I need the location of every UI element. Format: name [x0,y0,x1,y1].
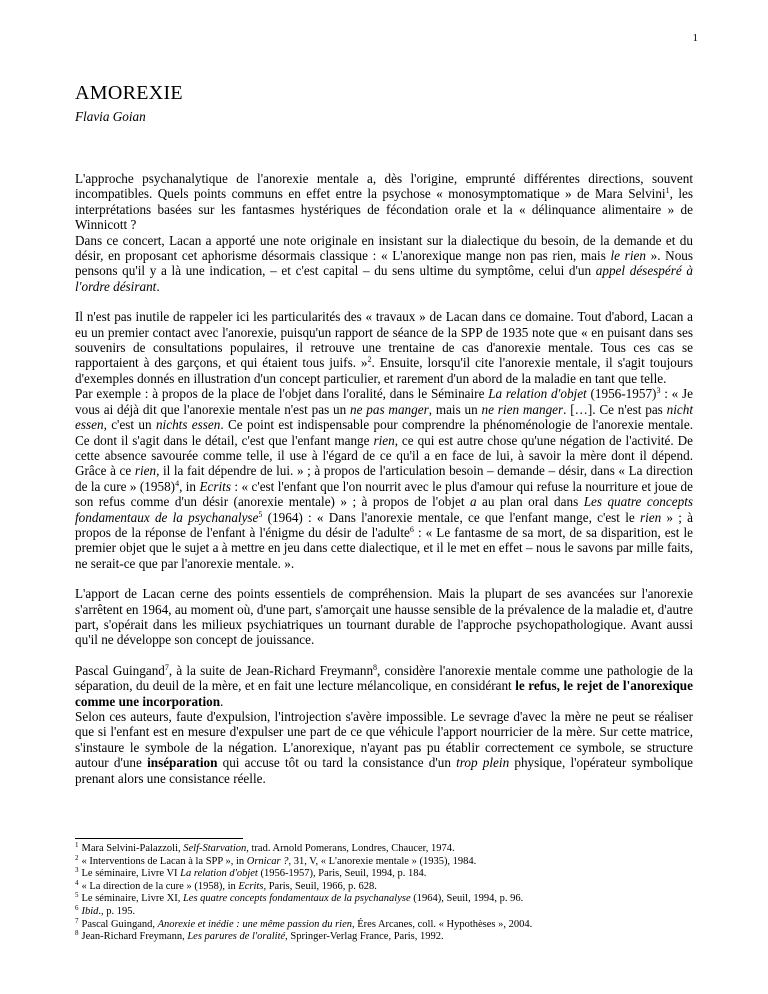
text-run: nichts essen [155,417,221,433]
footnote-7 [75,916,715,932]
document-title: AMOREXIE [75,82,183,104]
text-run: trad. Arnold Pomerans, Londres, Chaucer, 1974. [248,843,455,854]
text-run: nicht essen [75,401,693,433]
text-run: qui accuse tôt ou tard la consistance d'un [217,755,457,771]
footnotes [75,843,715,944]
footnote-ref: 5 [258,509,263,519]
text-run: : « c'est l'enfant que l'on nourrit avec le plus d'amour qui refuse la nourriture et joue de son refus comme d'un désir (anorexie mentale) » ; à propos de l'objet [75,478,693,510]
text-run: inséparation [147,755,218,771]
text-run: Ecrits [199,478,231,494]
paragraph-lacan-works [75,309,693,386]
text-run: , mais un [428,401,482,417]
text-run: . […]. Ce n'est pas [563,401,667,417]
text-run: Selon ces auteurs, faute d'expulsion, l'introjection s'avère impossible. Le sevrage d'avec la mère ne peut se réaliser que si l'enfant est en mesure d'expulser une part de ce que véhicule l'apport nourricier de la mère. Sur cette matrice, s'instaure le symbole de la négation. L'anorexique, n'ayant pas pu établir correctement ce symbole, se structure autour d'une [75,709,693,771]
footnote-ref: 3 [75,866,79,875]
text-run: , Springer-Verlag France, Paris, 1992. [285,931,444,943]
text-run: (1964), Seuil, 1994, p. 96. [410,893,524,905]
text-run: . Ce point est indispensable pour comprendre la phénoménologie de l'anorexie mentale. Ce dont il s'agit dans le détail, c'est que l'enfant mange [75,417,693,448]
text-run: le refus, le rejet de l'anorexique comme une incorporation [75,678,693,709]
text-run: ne rien manger [481,401,564,417]
text-run: , in [179,478,200,494]
text-run: , considère l'anorexie mentale comme une pathologie de la séparation, du deuil de la mère, et en fait une lecture mélancolique, en considérant [75,662,693,694]
text-run: ». Nous pensons qu'il y a là une indication, – et c'est capital – du sens ultime du symptôme, celui d'un [75,248,694,279]
text-run: Mara Selvini-Palazzoli, [81,843,184,854]
footnote-separator [75,838,243,839]
text-run: L'approche psychanalytique de l'anorexie mentale a, dès l'origine, emprunté différentes directions, souvent incompatibles. Quels points communs en effet entre la psychose « monosymptomatique » de Mara Selvini [75,171,693,202]
text-run: , il la fait dépendre de lui. » ; à propos de l'articulation besoin – demande – désir, dans « La direction de la cure » (1958) [75,463,693,494]
text-run: appel désespéré à l'ordre désirant [75,263,694,294]
footnote-ref: 8 [75,929,79,938]
text-run: : « Je vous ai déjà dit que l'anorexie mentale n'est pas un [75,386,693,417]
footnote-ref: 5 [75,891,79,900]
text-run: au plan oral dans [476,494,584,510]
footnote-ref: 6 [409,524,414,534]
footnote-ref: 3 [656,386,661,396]
text-run: . [156,278,160,294]
text-run: Le séminaire, Livre VI [81,868,181,880]
text-run: « La direction de la cure » (1958), in [81,880,239,892]
paragraph-lacan-aphorism [75,233,693,295]
text-run: , ce qui est autre chose qu'une négation de l'activité. De cette absence savourée comme telle, il use à l'égard de ce qu'il a en face de lui, à savoir la mère dont il dépend. Grâce à ce [75,432,693,479]
author-name: Flavia Goian [75,109,146,124]
footnote-ref: 1 [75,841,79,849]
footnote-3 [75,868,715,881]
text-run: « Interventions de Lacan à la SPP », in [81,855,247,867]
text-run: Pascal Guingand [75,662,165,678]
text-run: ., p. 195. [98,905,136,917]
text-run: ne pas manger [350,401,429,417]
text-run: , à la suite de Jean-Richard Freymann [168,662,374,678]
footnote-1 [75,843,715,856]
text-run: La relation d'objet [488,386,587,402]
text-run: , les interprétations basées sur les fantasmes hystériques de fécondation orale et la « délinquance alimentaire » de Winnicott ? [75,186,694,233]
paragraph-separation [75,709,693,786]
text-run: Pascal Guingand, [81,918,158,930]
text-run: rien [134,463,157,479]
text-run: , Paris, Seuil, 1966, p. 628. [263,880,377,892]
text-run: (1956-1957), Paris, Seuil, 1994, p. 184. [257,868,427,880]
text-run: Jean-Richard Freymann, [81,931,188,943]
text-run: , 31, V, « L'anorexie mentale » (1935), 1984. [288,855,477,867]
text-run: trop plein [456,755,510,771]
footnote-ref: 2 [75,853,79,862]
footnote-8 [75,931,715,944]
document-body [75,82,693,786]
footnote-ref: 7 [164,662,169,672]
footnote-ref: 6 [75,903,79,912]
text-run: Ibid [81,905,99,917]
text-run: L'apport de Lacan cerne des points essentiels de compréhension. Mais la plupart de ses avancées sur l'anorexie s'arrêtent en 1964, au moment où, d'une part, s'amorçait une hausse sensible de la prévalence de la maladie et, d'autre part, s'opérait dans les milieux psychiatriques un tournant durable de l'approche psychopathologique. Avant aussi qu'il ne développe son concept de jouissance. [75,586,693,648]
text-run: a [469,494,477,510]
paragraph-examples [75,386,693,571]
text-run: Ecrits [238,880,264,892]
text-run: rien [373,432,395,448]
text-run: Ornicar ? [246,855,289,867]
text-run: Self-Starvation, [183,843,249,854]
footnote-ref: 8 [373,662,378,672]
page-number: 1 [692,32,698,44]
paragraph-lacan-contribution [75,586,693,648]
text-run: . Ensuite, lorsqu'il cite l'anorexie mentale, il s'agit toujours d'exemples donnés en illustration d'un concept particulier, et rarement d'un abord de la maladie en tant que telle. [75,355,693,386]
text-run: Il n'est pas inutile de rappeler ici les particularités des « travaux » de Lacan dans ce domaine. Tout d'abord, Lacan a eu un premier contact avec l'anorexie, puisqu'un rapport de séance de la SPP de 1935 note que « en puisant dans ses souvenirs de consultations populaires, il retrouve une trentaine de cas d'anorexie mentale. Tous ces cas se rapportaient à des garçons, et qui étaient tous juifs. » [75,309,693,371]
text-run: Les quatre concepts fondamentaux de la psychanalyse [182,893,411,905]
text-run: (1964) : « Dans l'anorexie mentale, ce que l'enfant mange, c'est le [262,509,640,525]
text-run: . [220,693,224,709]
text-run: le rien [610,248,646,264]
text-run: Dans ce concert, Lacan a apporté une note originale en insistant sur la dialectique du besoin, de la demande et du désir, en proposant cet aphorisme désormais classique : « L'anorexique mange non pas rien, mais [75,232,693,264]
text-run: » ; à propos de la réponse de l'enfant à l'énigme du désir de l'adulte [75,509,693,540]
text-run: Par exemple : à propos de la place de l'objet dans l'oralité, dans le Séminaire [75,386,489,402]
text-run: La relation d'objet [180,868,258,880]
text-run: , c'est un [103,417,156,433]
footnote-4 [75,878,715,894]
text-run: physique, l'opérateur symbolique prenant alors une consistance réelle. [75,755,693,786]
text-run: Anorexie et inédie : une même passion du rien [157,918,353,930]
text-run: (1956-1957) [586,386,657,402]
footnote-2 [75,853,715,869]
paragraph-guingand [75,663,693,709]
text-run: Les quatre concepts fondamentaux de la psychanalyse [75,494,693,525]
footnote-ref: 1 [665,186,670,196]
footnote-ref: 7 [75,916,79,925]
text-run: Le séminaire, Livre XI, [81,893,183,905]
text-run: , Éres Arcanes, coll. « Hypothèses », 2004. [352,918,533,930]
paragraph-intro [75,171,693,233]
text-run: : « Le fantasme de sa mort, de sa disparition, est le premier objet que le sujet a à mettre en jeu dans cette dialectique, et il le met en effet – nous le savons par mille faits, ne serait-ce que par l'anorexie mentale. ». [75,524,693,571]
footnote-5 [75,893,715,906]
text-run: Les parures de l'oralité [187,931,286,943]
footnote-6 [75,903,715,919]
footnote-ref: 4 [75,878,79,887]
text-run: rien [639,509,662,525]
footnote-ref: 2 [367,355,372,365]
footnote-ref: 4 [175,478,180,488]
